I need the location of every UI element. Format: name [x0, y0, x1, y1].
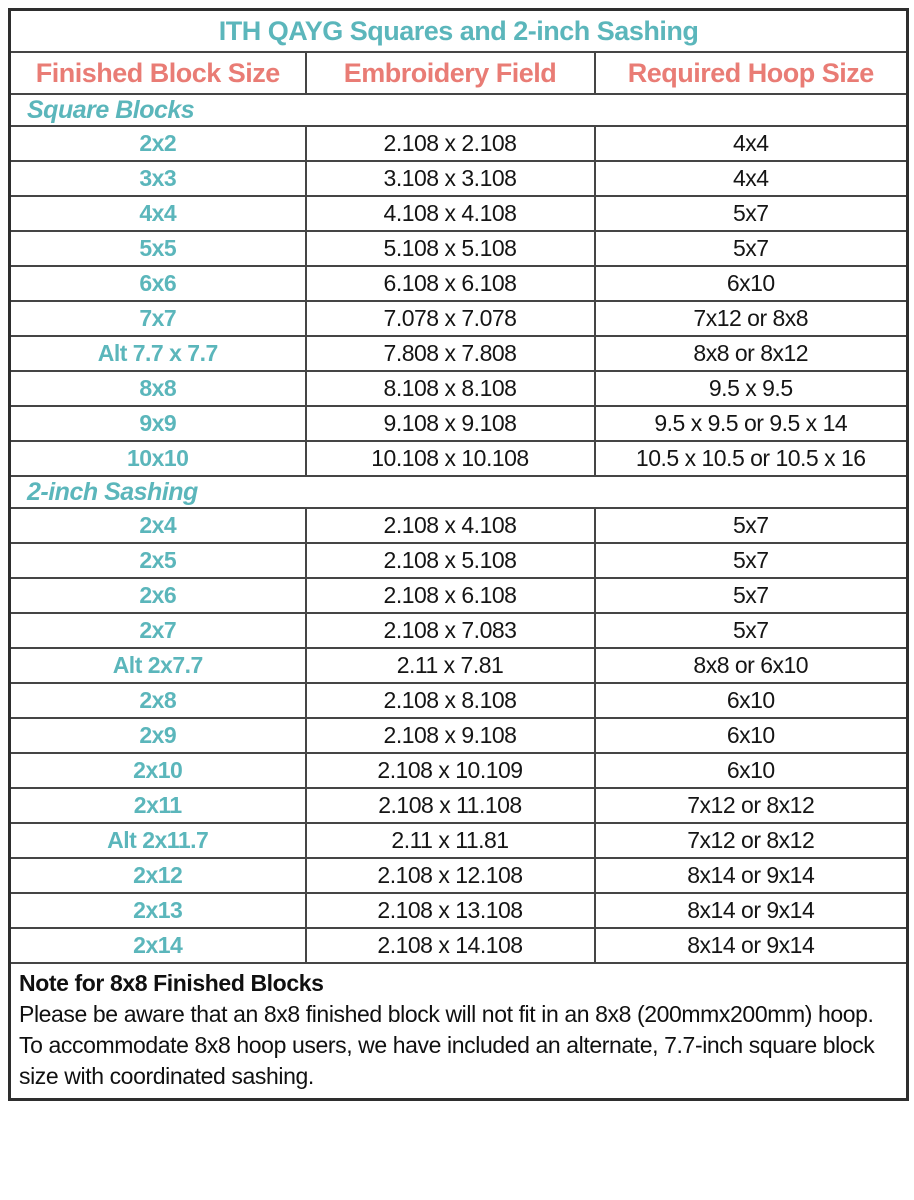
- cell-embroidery-field: 2.108 x 8.108: [306, 683, 595, 718]
- table-row: [10, 161, 908, 196]
- cell-required-hoop-size: 6x10: [595, 753, 908, 788]
- cell-embroidery-field: 2.108 x 7.083: [306, 613, 595, 648]
- table-row: [10, 508, 908, 543]
- cell-required-hoop-size: 6x10: [595, 718, 908, 753]
- table-row: [10, 266, 908, 301]
- cell-finished-block-size: 8x8: [10, 371, 306, 406]
- table-row: [10, 543, 908, 578]
- cell-required-hoop-size: 8x14 or 9x14: [595, 928, 908, 963]
- table-row: [10, 928, 908, 963]
- sizing-chart-sheet: [8, 8, 906, 1101]
- table-row: [10, 753, 908, 788]
- table-header-row: [10, 52, 908, 94]
- cell-embroidery-field: 2.108 x 5.108: [306, 543, 595, 578]
- cell-finished-block-size: 2x5: [10, 543, 306, 578]
- cell-finished-block-size: 2x9: [10, 718, 306, 753]
- table-row: [10, 893, 908, 928]
- table-title: ITH QAYG Squares and 2-inch Sashing: [10, 10, 908, 53]
- table-row: [10, 683, 908, 718]
- cell-embroidery-field: 7.078 x 7.078: [306, 301, 595, 336]
- cell-finished-block-size: 2x8: [10, 683, 306, 718]
- table-row: [10, 788, 908, 823]
- cell-finished-block-size: 2x11: [10, 788, 306, 823]
- cell-finished-block-size: 2x7: [10, 613, 306, 648]
- table-row: [10, 231, 908, 266]
- cell-required-hoop-size: 7x12 or 8x12: [595, 823, 908, 858]
- cell-finished-block-size: 2x6: [10, 578, 306, 613]
- cell-required-hoop-size: 8x14 or 9x14: [595, 858, 908, 893]
- table-row: [10, 371, 908, 406]
- cell-required-hoop-size: 5x7: [595, 543, 908, 578]
- cell-required-hoop-size: 5x7: [595, 613, 908, 648]
- cell-embroidery-field: 2.11 x 7.81: [306, 648, 595, 683]
- cell-finished-block-size: 10x10: [10, 441, 306, 476]
- table-row: [10, 406, 908, 441]
- cell-required-hoop-size: 7x12 or 8x8: [595, 301, 908, 336]
- cell-embroidery-field: 3.108 x 3.108: [306, 161, 595, 196]
- cell-finished-block-size: 4x4: [10, 196, 306, 231]
- cell-finished-block-size: 7x7: [10, 301, 306, 336]
- note-heading: Note for 8x8 Finished Blocks: [19, 970, 324, 996]
- cell-finished-block-size: 3x3: [10, 161, 306, 196]
- cell-embroidery-field: 2.108 x 11.108: [306, 788, 595, 823]
- table-row: [10, 126, 908, 161]
- cell-finished-block-size: 2x2: [10, 126, 306, 161]
- cell-embroidery-field: 2.11 x 11.81: [306, 823, 595, 858]
- cell-required-hoop-size: 8x8 or 8x12: [595, 336, 908, 371]
- cell-required-hoop-size: 5x7: [595, 196, 908, 231]
- cell-required-hoop-size: 10.5 x 10.5 or 10.5 x 16: [595, 441, 908, 476]
- cell-required-hoop-size: 7x12 or 8x12: [595, 788, 908, 823]
- cell-required-hoop-size: 8x8 or 6x10: [595, 648, 908, 683]
- cell-finished-block-size: 9x9: [10, 406, 306, 441]
- table-row: [10, 196, 908, 231]
- cell-required-hoop-size: 6x10: [595, 266, 908, 301]
- cell-embroidery-field: 9.108 x 9.108: [306, 406, 595, 441]
- column-header-embroidery-field: Embroidery Field: [306, 52, 595, 94]
- column-header-required-hoop-size: Required Hoop Size: [595, 52, 908, 94]
- cell-required-hoop-size: 9.5 x 9.5: [595, 371, 908, 406]
- cell-embroidery-field: 7.808 x 7.808: [306, 336, 595, 371]
- cell-embroidery-field: 5.108 x 5.108: [306, 231, 595, 266]
- note-row: [10, 963, 908, 1100]
- cell-embroidery-field: 4.108 x 4.108: [306, 196, 595, 231]
- cell-finished-block-size: 5x5: [10, 231, 306, 266]
- cell-finished-block-size: 2x14: [10, 928, 306, 963]
- cell-embroidery-field: 10.108 x 10.108: [306, 441, 595, 476]
- table-row: [10, 823, 908, 858]
- cell-required-hoop-size: 5x7: [595, 578, 908, 613]
- section-header-row: [10, 94, 908, 126]
- cell-embroidery-field: 2.108 x 12.108: [306, 858, 595, 893]
- cell-required-hoop-size: 4x4: [595, 126, 908, 161]
- cell-embroidery-field: 2.108 x 10.109: [306, 753, 595, 788]
- cell-finished-block-size: 2x4: [10, 508, 306, 543]
- section-label: Square Blocks: [10, 94, 908, 126]
- cell-finished-block-size: 2x13: [10, 893, 306, 928]
- table-title-row: [10, 10, 908, 53]
- note-body: Please be aware that an 8x8 finished block will not fit in an 8x8 (200mmx200mm) hoop. To accommodate 8x8 hoop users, we have included an alternate, 7.7-inch square block size with coordinated sashing.: [19, 1001, 875, 1089]
- cell-embroidery-field: 6.108 x 6.108: [306, 266, 595, 301]
- cell-finished-block-size: 2x10: [10, 753, 306, 788]
- table-row: [10, 613, 908, 648]
- table-row: [10, 441, 908, 476]
- sizing-table: [8, 8, 909, 1101]
- cell-embroidery-field: 2.108 x 4.108: [306, 508, 595, 543]
- cell-required-hoop-size: 9.5 x 9.5 or 9.5 x 14: [595, 406, 908, 441]
- cell-required-hoop-size: 5x7: [595, 231, 908, 266]
- cell-embroidery-field: 2.108 x 2.108: [306, 126, 595, 161]
- cell-finished-block-size: 6x6: [10, 266, 306, 301]
- cell-embroidery-field: 2.108 x 9.108: [306, 718, 595, 753]
- cell-embroidery-field: 2.108 x 14.108: [306, 928, 595, 963]
- cell-finished-block-size: Alt 2x7.7: [10, 648, 306, 683]
- cell-finished-block-size: Alt 7.7 x 7.7: [10, 336, 306, 371]
- cell-finished-block-size: Alt 2x11.7: [10, 823, 306, 858]
- table-row: [10, 718, 908, 753]
- cell-required-hoop-size: 5x7: [595, 508, 908, 543]
- table-row: [10, 301, 908, 336]
- table-row: [10, 648, 908, 683]
- cell-embroidery-field: 2.108 x 13.108: [306, 893, 595, 928]
- table-row: [10, 578, 908, 613]
- cell-embroidery-field: 2.108 x 6.108: [306, 578, 595, 613]
- cell-required-hoop-size: 8x14 or 9x14: [595, 893, 908, 928]
- section-label: 2-inch Sashing: [10, 476, 908, 508]
- cell-required-hoop-size: 6x10: [595, 683, 908, 718]
- section-header-row: [10, 476, 908, 508]
- column-header-finished-block-size: Finished Block Size: [10, 52, 306, 94]
- cell-embroidery-field: 8.108 x 8.108: [306, 371, 595, 406]
- cell-required-hoop-size: 4x4: [595, 161, 908, 196]
- cell-finished-block-size: 2x12: [10, 858, 306, 893]
- table-row: [10, 336, 908, 371]
- table-row: [10, 858, 908, 893]
